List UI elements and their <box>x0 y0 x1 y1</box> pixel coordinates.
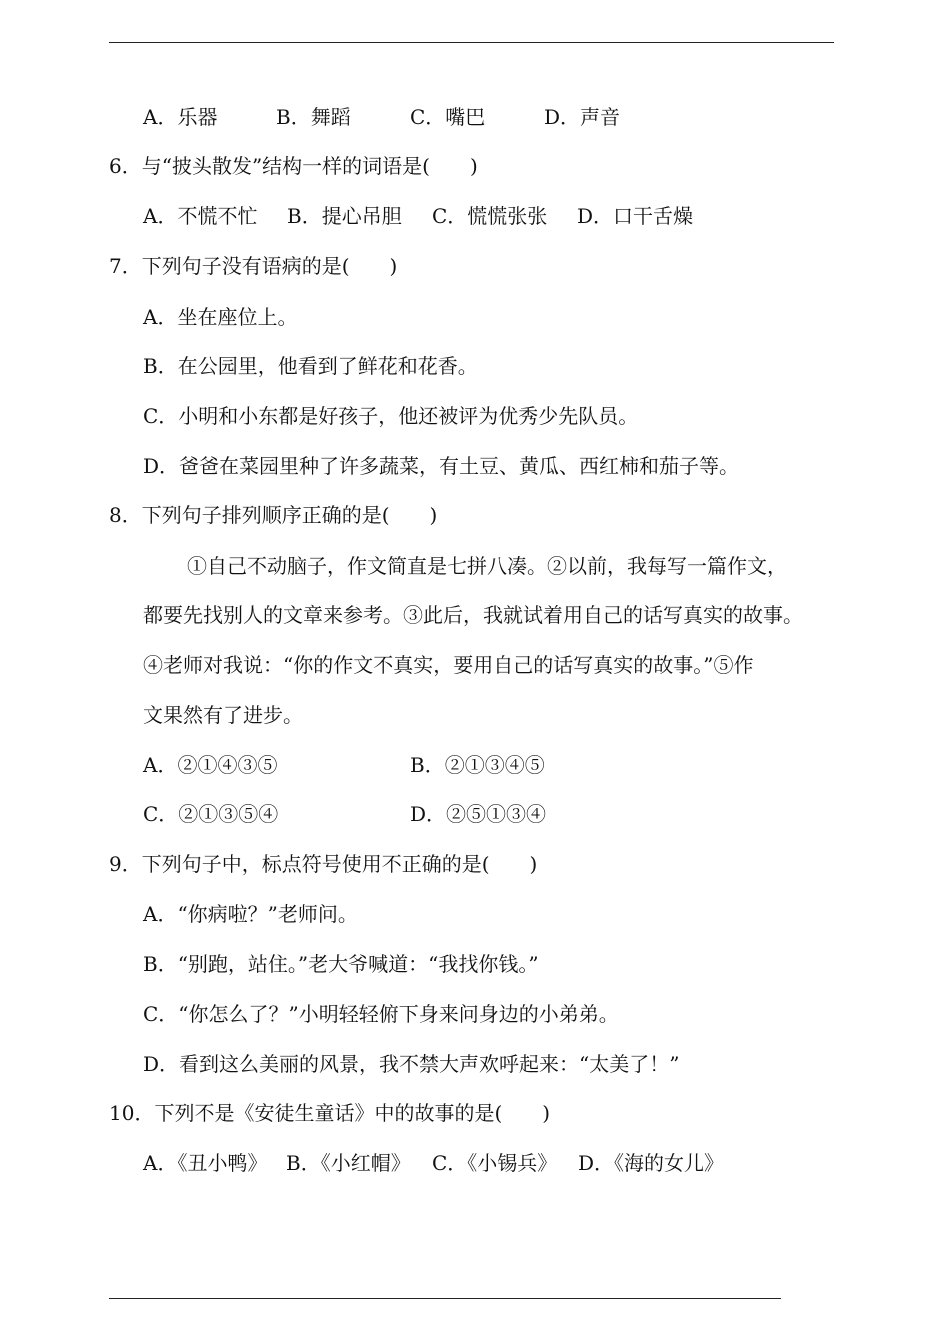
q8-passage-line-2: 都要先找别人的文章来参考。③此后，我就试着用自己的话写真实的故事。 <box>143 603 803 627</box>
q6-option-c[interactable]: C．慌慌张张 <box>432 204 548 228</box>
q8-option-d[interactable]: D．②⑤①③④ <box>410 802 547 826</box>
q10-option-b[interactable]: B．《小红帽》 <box>286 1151 411 1175</box>
q6-option-d[interactable]: D．口干舌燥 <box>577 204 694 228</box>
q9-option-a[interactable]: A．“你病啦？”老师问。 <box>143 902 358 926</box>
q9-option-c[interactable]: C．“你怎么了？”小明轻轻俯下身来问身边的小弟弟。 <box>143 1002 619 1026</box>
q5-option-a[interactable]: A．乐器 <box>143 105 218 129</box>
q9-stem: 9．下列句子中，标点符号使用不正确的是( ) <box>109 852 538 876</box>
q8-option-c[interactable]: C．②①③⑤④ <box>143 802 279 826</box>
q5-option-c[interactable]: C．嘴巴 <box>410 105 486 129</box>
q5-option-b[interactable]: B．舞蹈 <box>276 105 351 129</box>
q8-passage-line-4: 文果然有了进步。 <box>143 703 303 727</box>
q7-stem: 7．下列句子没有语病的是( ) <box>109 254 398 278</box>
q10-option-c[interactable]: C．《小锡兵》 <box>432 1151 558 1175</box>
q7-option-b[interactable]: B．在公园里，他看到了鲜花和花香。 <box>143 354 478 378</box>
q8-passage-line-3: ④老师对我说：“你的作文不真实，要用自己的话写真实的故事。”⑤作 <box>143 653 754 677</box>
q6-stem: 6．与“披头散发”结构一样的词语是( ) <box>109 154 478 178</box>
q7-option-a[interactable]: A．坐在座位上。 <box>143 305 298 329</box>
q6-option-b[interactable]: B．提心吊胆 <box>287 204 402 228</box>
q8-option-a[interactable]: A．②①④③⑤ <box>143 753 278 777</box>
q10-option-d[interactable]: D．《海的女儿》 <box>578 1151 725 1175</box>
bottom-rule <box>109 1298 781 1299</box>
q8-passage-line-1: ①自己不动脑子，作文简直是七拼八凑。②以前，我每写一篇作文， <box>187 554 787 578</box>
top-rule <box>109 42 834 43</box>
q8-option-b[interactable]: B．②①③④⑤ <box>410 753 545 777</box>
q8-stem: 8．下列句子排列顺序正确的是( ) <box>109 503 438 527</box>
q6-option-a[interactable]: A．不慌不忙 <box>143 204 258 228</box>
q7-option-c[interactable]: C．小明和小东都是好孩子，他还被评为优秀少先队员。 <box>143 404 639 428</box>
q9-option-b[interactable]: B．“别跑，站住。”老大爷喊道：“我找你钱。” <box>143 952 539 976</box>
q9-option-d[interactable]: D．看到这么美丽的风景，我不禁大声欢呼起来：“太美了！” <box>143 1052 680 1076</box>
q10-stem: 10．下列不是《安徒生童话》中的故事的是( ) <box>109 1101 551 1125</box>
q7-option-d[interactable]: D．爸爸在菜园里种了许多蔬菜，有土豆、黄瓜、西红柿和茄子等。 <box>143 454 740 478</box>
q10-option-a[interactable]: A．《丑小鸭》 <box>143 1151 268 1175</box>
q5-option-d[interactable]: D．声音 <box>544 105 621 129</box>
